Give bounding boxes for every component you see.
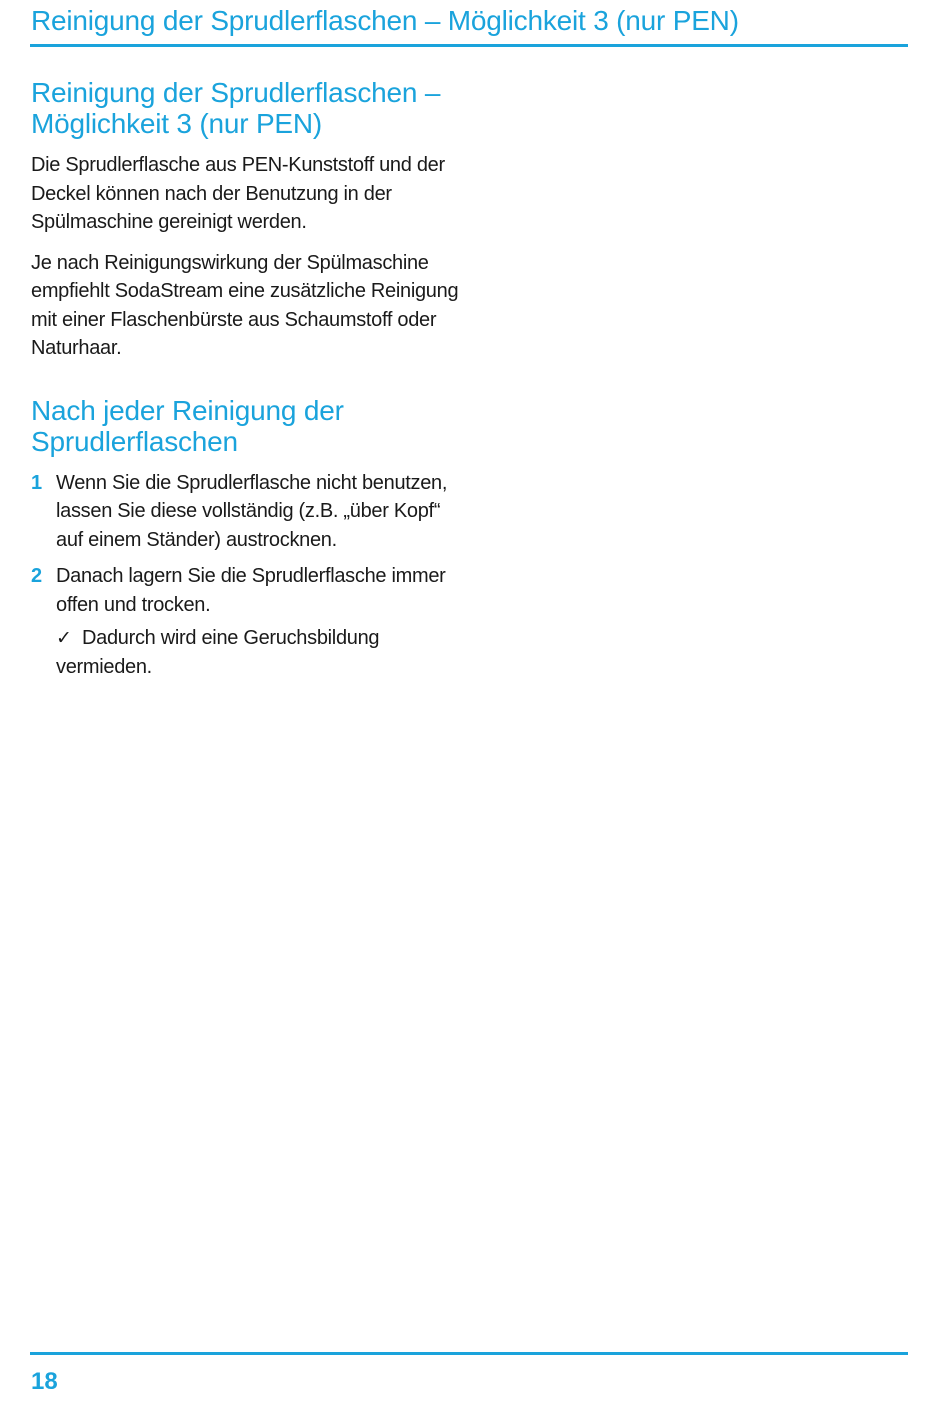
heading-line: Sprudlerflaschen: [31, 425, 238, 457]
step-list: [31, 469, 471, 620]
section-heading-cleaning: [31, 77, 471, 139]
step-item: [31, 469, 471, 555]
paragraph-dishwasher: [31, 151, 471, 237]
text-line: empfiehlt SodaStream eine zusätzliche Reinigung: [31, 280, 459, 302]
step-number: 1: [31, 471, 42, 494]
footer-divider: [30, 1352, 908, 1355]
step-number: 2: [31, 565, 42, 587]
text-line: Je nach Reinigungswirkung der Spülmaschine: [31, 251, 429, 274]
paragraph-additional-cleaning: [31, 249, 471, 363]
text-line: Wenn Sie die Sprudlerflasche nicht benutzen,: [56, 471, 448, 494]
text-line: Spülmaschine gereinigt werden.: [31, 211, 307, 233]
section-heading-after-cleaning: [31, 395, 471, 457]
text-line: auf einem Ständer) austrocknen.: [56, 528, 337, 551]
text-line: Dadurch wird eine Geruchsbildung: [82, 627, 380, 649]
page-number: 18: [31, 1368, 58, 1395]
heading-line: Nach jeder Reinigung der: [31, 394, 344, 426]
text-line: Die Sprudlerflasche aus PEN-Kunststoff und der: [31, 154, 445, 176]
content-column: [31, 77, 471, 681]
heading-line: Reinigung der Sprudlerflaschen –: [31, 77, 441, 108]
checkmark-icon: ✓: [56, 627, 72, 649]
running-header: Reinigung der Sprudlerflaschen – Möglichkeit 3 (nur PEN): [31, 5, 739, 36]
text-line: Deckel können nach der Benutzung in der: [31, 182, 392, 205]
text-line: mit einer Flaschenbürste aus Schaumstoff oder: [31, 308, 437, 331]
text-line: offen und trocken.: [56, 593, 211, 616]
text-line: lassen Sie diese vollständig (z.B. „über Kopf“: [56, 500, 441, 522]
step-item: [31, 562, 471, 619]
header-divider: [30, 44, 908, 47]
text-line: Danach lagern Sie die Sprudlerflasche immer: [56, 565, 446, 587]
heading-line: Möglichkeit 3 (nur PEN): [31, 108, 323, 139]
step-result: [31, 624, 471, 681]
result-first-line: [56, 624, 471, 653]
text-line: vermieden.: [56, 655, 152, 678]
text-line: Naturhaar.: [31, 337, 122, 359]
